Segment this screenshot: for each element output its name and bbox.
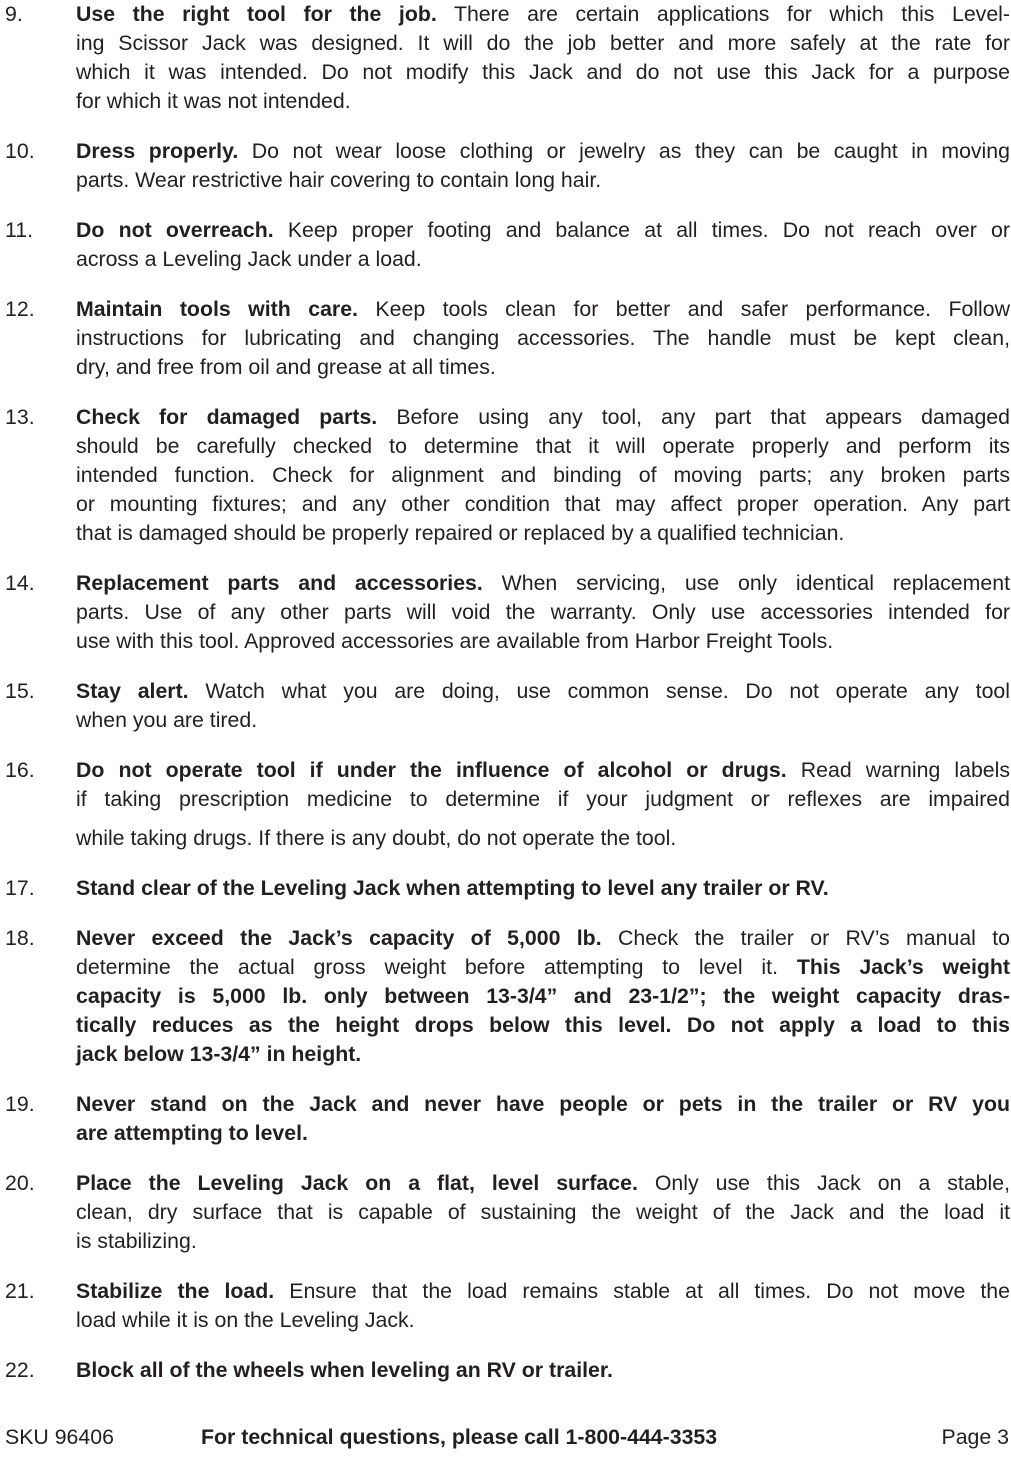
body-text: Keep proper footing and balance at all times. Do not reach over or	[273, 218, 1010, 242]
bold-heading-text: capacity is 5,000 lb. only between 13-3/4” and 23-1/2”; the weight capacity dras-	[76, 984, 1010, 1008]
body-text: that is damaged should be properly repaired or replaced by a qualified technician.	[76, 521, 845, 545]
bold-heading-text: Block all of the wheels when leveling an RV or trailer.	[76, 1358, 613, 1382]
text-line	[76, 432, 1010, 461]
text-line	[76, 627, 1010, 656]
bold-heading-text: Dress properly.	[76, 139, 239, 163]
text-line	[76, 598, 1010, 627]
text-line	[76, 403, 1010, 432]
body-text: across a Leveling Jack under a load.	[76, 247, 422, 271]
sku-label: SKU 96406	[5, 1425, 114, 1449]
list-item	[0, 1277, 1011, 1335]
bold-heading-text: Place the Leveling Jack on a flat, level surface.	[76, 1171, 638, 1195]
body-text: instructions for lubricating and changing accessories. The handle must be kept clean,	[76, 326, 1010, 350]
body-text: parts. Wear restrictive hair covering to contain long hair.	[76, 168, 602, 192]
body-text: when you are tired.	[76, 708, 258, 732]
text-line	[76, 1040, 1010, 1069]
item-text	[76, 137, 1010, 195]
item-number: 13.	[5, 405, 35, 429]
body-text: Before using any tool, any part that appears damaged	[377, 405, 1010, 429]
text-line	[76, 137, 1010, 166]
text-line	[76, 216, 1010, 245]
body-text: determine the actual gross weight before attempting to level it.	[76, 955, 797, 979]
item-text	[76, 1169, 1010, 1256]
page-footer	[0, 1423, 1011, 1452]
body-text: use with this tool. Approved accessories are available from Harbor Freight Tools.	[76, 629, 834, 653]
item-number: 20.	[5, 1171, 35, 1195]
text-line	[76, 1169, 1010, 1198]
text-line	[76, 924, 1010, 953]
text-line	[76, 569, 1010, 598]
text-line	[76, 166, 1010, 195]
text-line	[76, 353, 1010, 382]
item-text	[76, 874, 1010, 903]
text-line	[76, 87, 1010, 116]
list-item	[0, 1090, 1011, 1148]
text-line	[76, 874, 1010, 903]
text-line	[76, 1356, 1010, 1385]
body-text: Keep tools clean for better and safer performance. Follow	[357, 297, 1010, 321]
list-item	[0, 295, 1011, 382]
list-item	[0, 569, 1011, 656]
body-text: Only use this Jack on a stable,	[637, 1171, 1010, 1195]
item-text	[76, 216, 1010, 274]
item-number: 9.	[5, 2, 23, 26]
body-text: should be carefully checked to determine that it will operate properly and perform its	[76, 434, 1010, 458]
text-line	[76, 245, 1010, 274]
text-line	[76, 461, 1010, 490]
body-text: or mounting fixtures; and any other condition that may affect proper operation. Any part	[76, 492, 1010, 516]
text-line	[76, 1306, 1010, 1335]
body-text: ing Scissor Jack was designed. It will do the job better and more safely at the rate for	[76, 31, 1010, 55]
list-item	[0, 1169, 1011, 1256]
list-item	[0, 0, 1011, 116]
text-line	[76, 677, 1010, 706]
body-text: while taking drugs. If there is any doubt, do not operate the tool.	[76, 826, 677, 850]
text-line	[76, 29, 1010, 58]
text-line	[76, 1277, 1010, 1306]
list-item	[0, 677, 1011, 735]
bold-heading-text: Use the right tool for the job.	[76, 2, 437, 26]
item-text	[76, 1277, 1010, 1335]
item-text	[76, 403, 1010, 548]
body-text: intended function. Check for alignment and binding of moving parts; any broken parts	[76, 463, 1010, 487]
text-line	[76, 785, 1010, 814]
bold-heading-text: Maintain tools with care.	[76, 297, 358, 321]
bold-heading-text: Stand clear of the Leveling Jack when attempting to level any trailer or RV.	[76, 876, 829, 900]
body-text: There are certain applications for which this Level-	[436, 2, 1010, 26]
body-text: parts. Use of any other parts will void the warranty. Only use accessories intended for	[76, 600, 1010, 624]
bold-heading-text: jack below 13-3/4” in height.	[76, 1042, 362, 1066]
list-item	[0, 874, 1011, 903]
text-line	[76, 295, 1010, 324]
item-number: 10.	[5, 139, 35, 163]
text-line	[76, 982, 1010, 1011]
text-line	[76, 0, 1010, 29]
body-text: which it was intended. Do not modify this Jack and do not use this Jack for a purpose	[76, 60, 1010, 84]
text-line	[76, 1119, 1010, 1148]
body-text: dry, and free from oil and grease at all times.	[76, 355, 496, 379]
item-number: 15.	[5, 679, 35, 703]
item-text	[76, 1090, 1010, 1148]
bold-heading-text: tically reduces as the height drops below this level. Do not apply a load to this	[76, 1013, 1010, 1037]
text-line	[76, 1090, 1010, 1119]
list-item	[0, 924, 1011, 1069]
body-text: is stabilizing.	[76, 1229, 197, 1253]
bold-heading-text: Replacement parts and accessories.	[76, 571, 483, 595]
text-line	[76, 324, 1010, 353]
text-line	[76, 1198, 1010, 1227]
body-text: Do not wear loose clothing or jewelry as they can be caught in moving	[238, 139, 1010, 163]
bold-heading-text: This Jack’s weight	[796, 955, 1010, 979]
body-text: clean, dry surface that is capable of sustaining the weight of the Jack and the load it	[76, 1200, 1010, 1224]
item-number: 19.	[5, 1092, 35, 1116]
text-line	[76, 519, 1010, 548]
item-number: 21.	[5, 1279, 35, 1303]
bold-heading-text: Do not overreach.	[76, 218, 274, 242]
bold-heading-text: Check for damaged parts.	[76, 405, 378, 429]
page-number: Page 3	[941, 1425, 1009, 1449]
body-text: Read warning labels	[786, 758, 1011, 782]
item-number: 11.	[5, 218, 34, 242]
item-number: 16.	[5, 758, 35, 782]
item-number: 12.	[5, 297, 35, 321]
list-item	[0, 1356, 1011, 1385]
item-number: 14.	[5, 571, 35, 595]
item-text	[76, 924, 1010, 1069]
text-line	[76, 1227, 1010, 1256]
item-text	[76, 0, 1010, 116]
text-line	[76, 58, 1010, 87]
bold-heading-text: Stay alert.	[76, 679, 189, 703]
list-item	[0, 137, 1011, 195]
item-text	[76, 756, 1010, 853]
item-text	[76, 295, 1010, 382]
technical-support-line: For technical questions, please call 1-800-444-3353	[201, 1425, 718, 1449]
body-text: load while it is on the Leveling Jack.	[76, 1308, 415, 1332]
bold-heading-text: are attempting to level.	[76, 1121, 308, 1145]
text-line	[76, 953, 1010, 982]
body-text: if taking prescription medicine to determine if your judgment or reflexes are impaired	[76, 787, 1010, 811]
body-text: Check the trailer or RV’s manual to	[601, 926, 1011, 950]
item-number: 18.	[5, 926, 35, 950]
body-text: Watch what you are doing, use common sense. Do not operate any tool	[188, 679, 1010, 703]
text-line	[76, 490, 1010, 519]
body-text: for which it was not intended.	[76, 89, 351, 113]
list-item	[0, 403, 1011, 548]
item-text	[76, 569, 1010, 656]
list-item	[0, 756, 1011, 853]
bold-heading-text: Stabilize the load.	[76, 1279, 275, 1303]
bold-heading-text: Never exceed the Jack’s capacity of 5,000 lb.	[76, 926, 602, 950]
body-text: When servicing, use only identical replacement	[482, 571, 1010, 595]
body-text: Ensure that the load remains stable at all times. Do not move the	[274, 1279, 1010, 1303]
bold-heading-text: Never stand on the Jack and never have people or pets in the trailer or RV you	[76, 1092, 1010, 1116]
list-item	[0, 216, 1011, 274]
text-line	[76, 824, 1010, 853]
item-number: 22.	[5, 1358, 35, 1382]
text-line	[76, 756, 1010, 785]
item-text	[76, 677, 1010, 735]
item-text	[76, 1356, 1010, 1385]
text-line	[76, 1011, 1010, 1040]
item-number: 17.	[5, 876, 35, 900]
text-line	[76, 706, 1010, 735]
bold-heading-text: Do not operate tool if under the influence of alcohol or drugs.	[76, 758, 787, 782]
